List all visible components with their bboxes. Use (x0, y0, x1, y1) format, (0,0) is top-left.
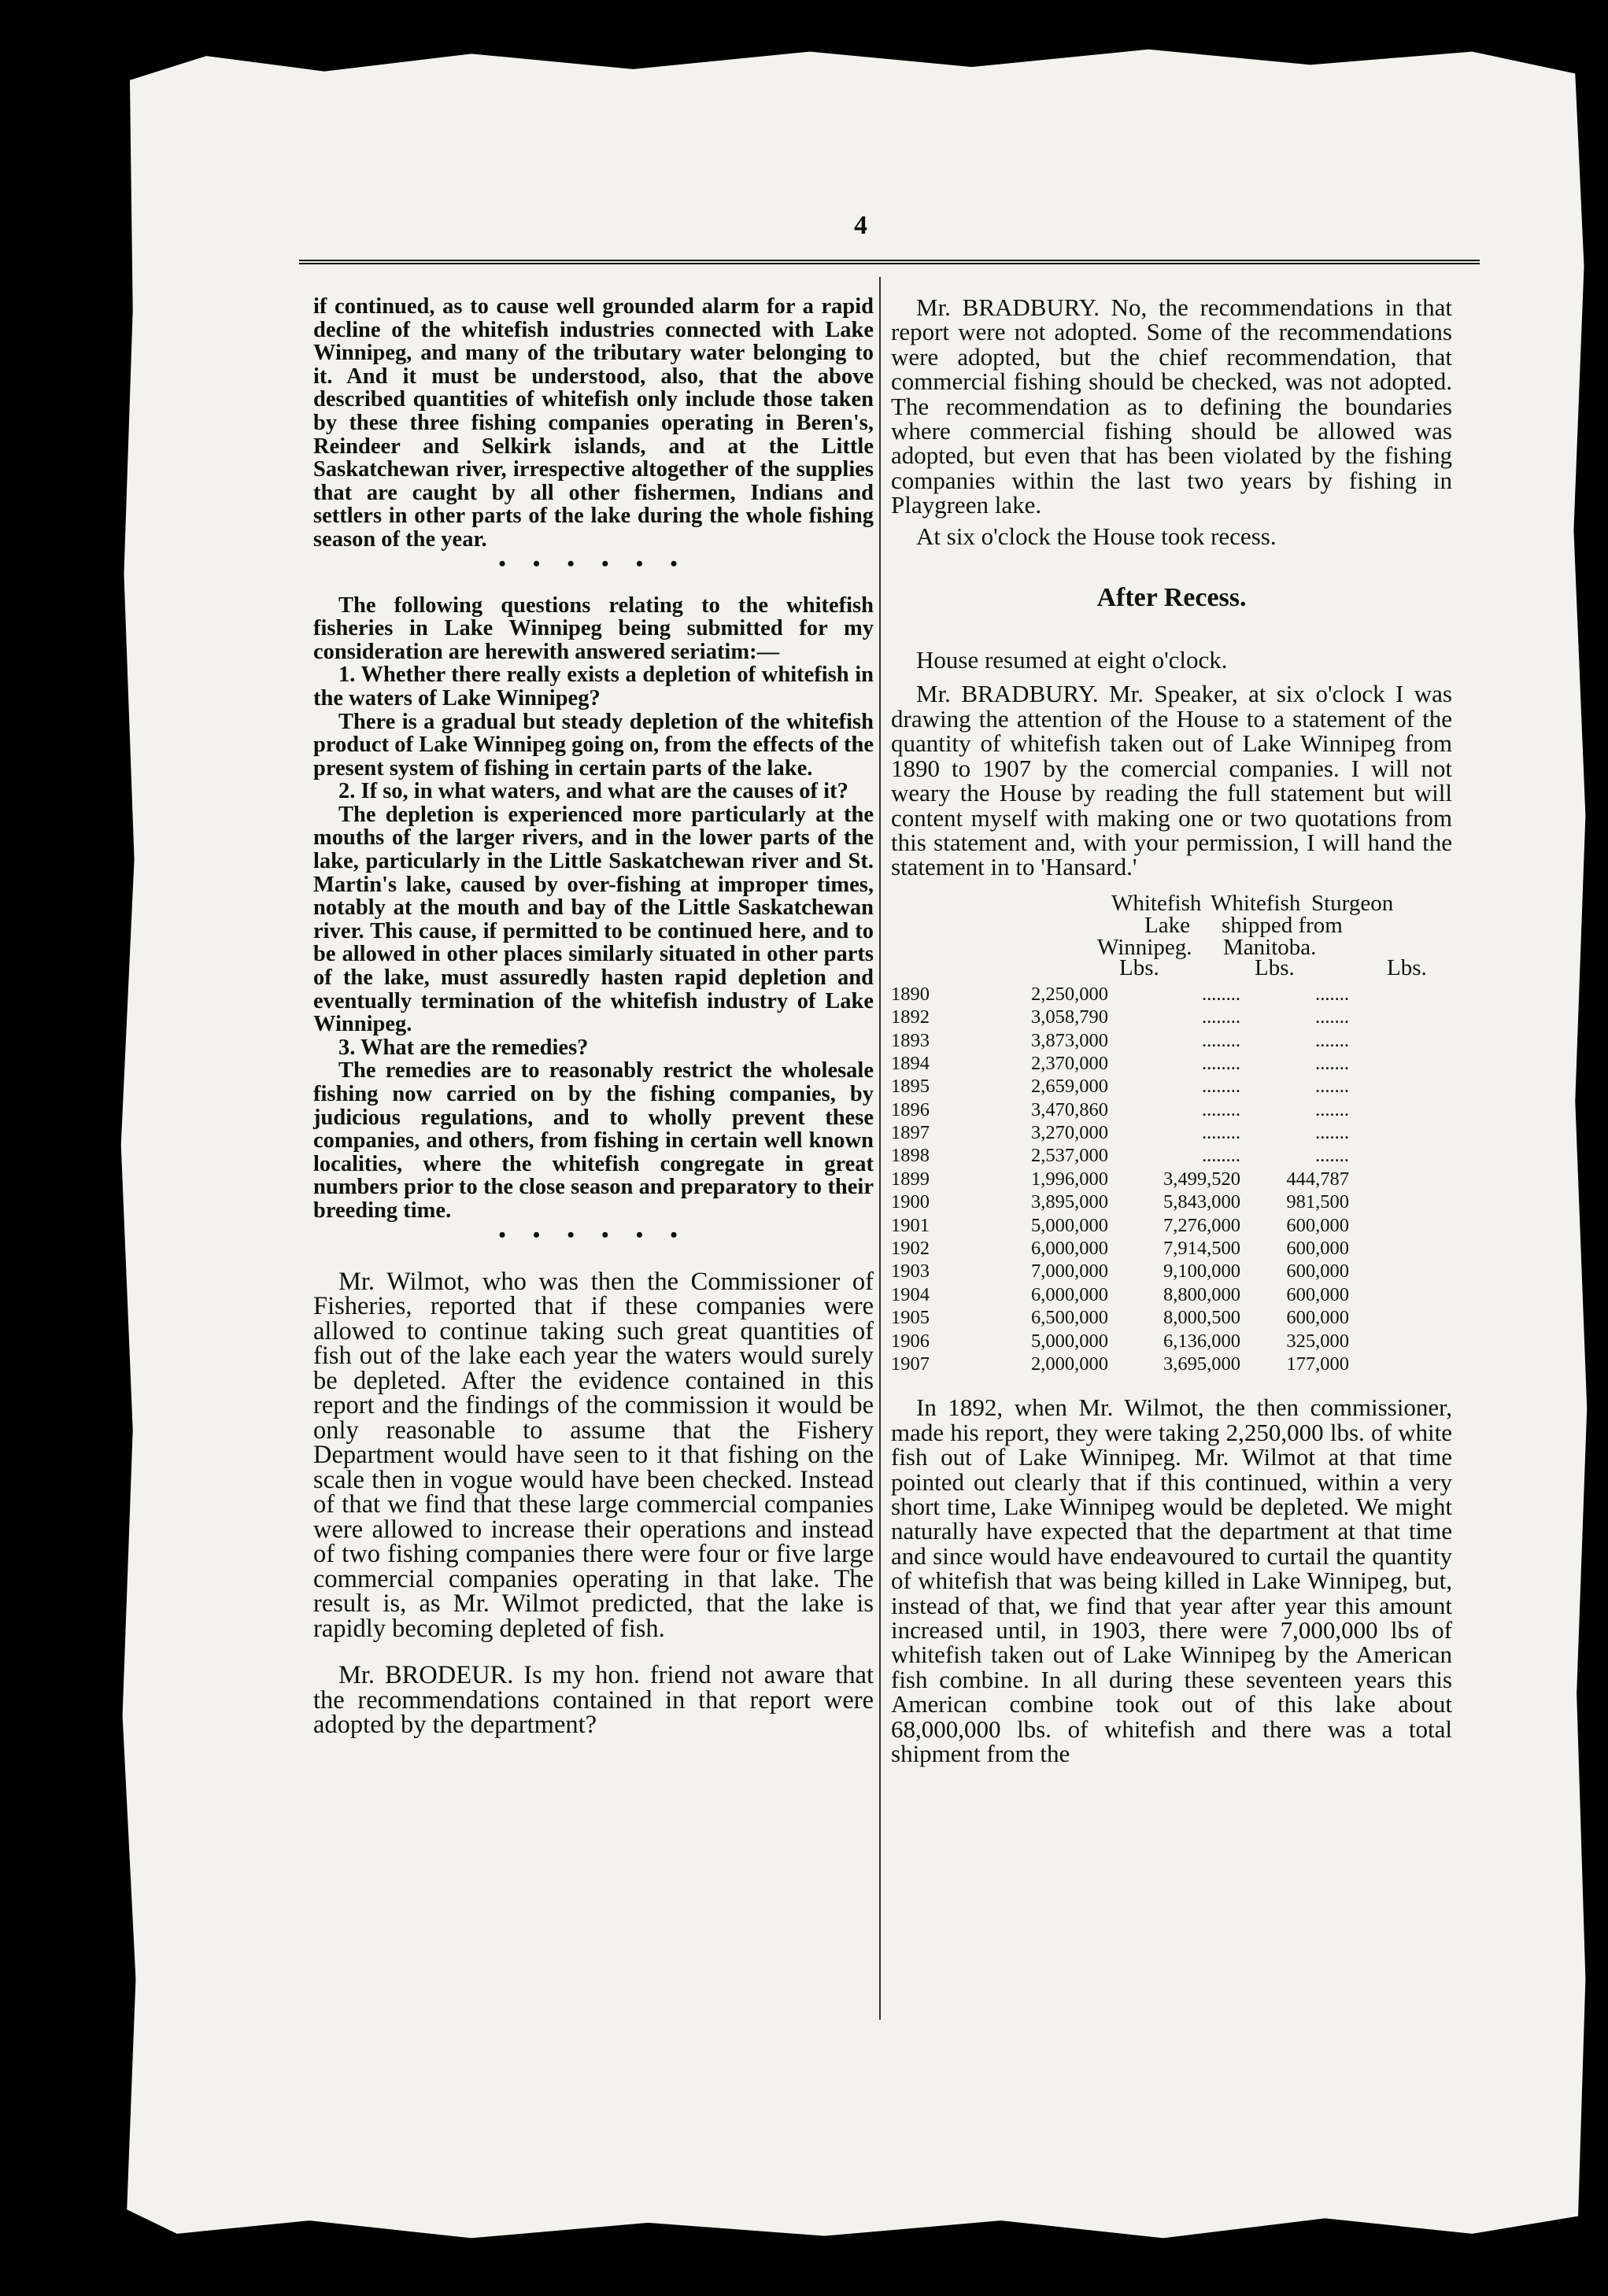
shipped-cell: 7,914,500 (1163, 1238, 1240, 1260)
paragraph: At six o'clock the House took recess. (916, 522, 1277, 550)
table-row (891, 1122, 1452, 1145)
shipped-cell: 3,695,000 (1163, 1353, 1240, 1375)
table-header (891, 892, 1452, 984)
year-cell: 1901 (891, 1214, 930, 1236)
year-cell: 1896 (891, 1098, 930, 1120)
table-row (891, 1030, 1452, 1053)
shipped-cell: ........ (1202, 1052, 1240, 1074)
table-row (891, 1076, 1452, 1098)
left-column (313, 295, 874, 1738)
table-row (891, 1006, 1452, 1029)
year-cell: 1900 (891, 1191, 930, 1213)
table-row (891, 1099, 1452, 1122)
lake-winnipeg-cell: 6,500,000 (1031, 1307, 1108, 1329)
table-row (891, 1284, 1452, 1307)
table-row (891, 1307, 1452, 1330)
shipped-cell: 9,100,000 (1163, 1261, 1240, 1283)
table-body (891, 984, 1452, 1377)
unit-label: Lbs. (1119, 954, 1159, 980)
column-header: Whitefish (1211, 890, 1301, 916)
year-cell: 1904 (891, 1283, 930, 1305)
lake-winnipeg-cell: 3,470,860 (1031, 1098, 1108, 1120)
table-row (891, 1191, 1452, 1214)
lake-winnipeg-cell: 1,996,000 (1031, 1168, 1108, 1190)
year-cell: 1902 (891, 1238, 930, 1260)
year-cell: 1897 (891, 1122, 930, 1144)
lake-winnipeg-cell: 3,058,790 (1031, 1006, 1108, 1028)
lake-winnipeg-cell: 7,000,000 (1031, 1261, 1108, 1283)
unit-label: Lbs. (1387, 954, 1427, 980)
shipped-cell: ........ (1202, 983, 1240, 1005)
lake-winnipeg-cell: 6,000,000 (1031, 1238, 1108, 1260)
paragraph: Mr. BRODEUR. Is my hon. friend not aware that the recommendations contained in that report were adopted by the department? (313, 1661, 874, 1740)
paragraph: The following questions relating to the whitefish fisheries in Lake Winnipeg being submitted for my consideration are herewith answered seriatim:— (313, 592, 874, 664)
year-cell: 1895 (891, 1076, 930, 1098)
sturgeon-cell: ....... (1315, 1006, 1349, 1028)
column-divider (879, 277, 881, 2020)
section-heading: After Recess. (1096, 583, 1247, 613)
sturgeon-cell: ....... (1315, 1145, 1349, 1167)
paragraph: In 1892, when Mr. Wilmot, the then commissioner, made his report, they were taking 2,250,000 lbs. of white fish out of Lake Winnipeg. Mr. Wilmot at that time pointed out clearly that if this continued, within a very short time, Lake Winnipeg would be depleted. We might naturally have expected that the department at that time and since would have endeavoured to curtail the quantity of whitefish that was being killed in Lake Winnipeg, but, instead of that, we find that year after year this amount increased until, in 1903, there were 7,000,000 lbs of whitefish taken out of Lake Winnipeg by the American fish combine. In all during these seventeen years this American combine took out of this lake about 68,000,000 lbs. of whitefish and there was a total shipment from the (891, 1393, 1452, 1768)
year-cell: 1899 (891, 1168, 930, 1190)
lake-winnipeg-cell: 5,000,000 (1031, 1330, 1108, 1352)
sturgeon-cell: 444,787 (1286, 1168, 1349, 1190)
table-row (891, 1261, 1452, 1283)
lake-winnipeg-cell: 2,370,000 (1031, 1052, 1108, 1074)
column-header: Whitefish (1111, 890, 1202, 916)
shipped-cell: 7,276,000 (1163, 1214, 1240, 1236)
shipped-cell: 6,136,000 (1163, 1330, 1240, 1352)
sturgeon-cell: ....... (1315, 1076, 1349, 1098)
answer: The depletion is experienced more particularly at the mouths of the larger rivers, and in the lower parts of the lake, particularly in the Little Saskatchewan river and St. Martin's lake, caused by over-fishing at improper times, notably at the mouth and bay of the Little Saskatchewan river. This cause, if permitted to be continued here, and to be allowed in other places similarly situated in other parts of the lake, must assuredly hasten rapid depletion and eventually termination of the whitefish industry of Lake Winnipeg. (313, 802, 874, 1037)
paragraph: Mr. Wilmot, who was then the Commissioner of Fisheries, reported that if these companies were allowed to continue taking such great quantities of fish out of the lake each year the waters would surely be depleted. After the evidence contained in this report and the findings of the commission it would be only reasonable to assume that the Fishery Department would have seen to it that fishing on the scale then in vogue would have been checked. Instead of that we find that these large commercial companies were allowed to increase their operations and instead of two fishing companies there were four or five large commercial companies operating in that lake. The result is, as Mr. Wilmot predicted, that the lake is rapidly becoming depleted of fish. (313, 1267, 874, 1643)
sturgeon-cell: 600,000 (1286, 1238, 1349, 1260)
whitefish-table (891, 892, 1452, 1377)
sturgeon-cell: ....... (1315, 1122, 1349, 1144)
table-row (891, 1053, 1452, 1076)
section-separator: • • • • • • (498, 552, 689, 575)
sturgeon-cell: 600,000 (1286, 1283, 1349, 1305)
shipped-cell: ........ (1202, 1029, 1240, 1051)
column-header: Manitoba. (1223, 934, 1317, 960)
paragraph: if continued, as to cause well grounded alarm for a rapid decline of the whitefish industries connected with Lake Winnipeg, and many of the tributary water belonging to it. And it must be understood, also, that the above described quantities of whitefish only include those taken by these three fishing companies operating in Beren's, Reindeer and Selkirk islands, and at the Little Saskatchewan river, irrespective altogether of the supplies that are caught by all other fishermen, Indians and settlers in other parts of the lake during the whole fishing season of the year. (313, 294, 874, 552)
table-row (891, 1353, 1452, 1376)
paragraph: Mr. BRADBURY. Mr. Speaker, at six o'clock I was drawing the attention of the House to a statement of the quantity of whitefish taken out of Lake Winnipeg from 1890 to 1907 by the comercial companies. I will not weary the House by reading the full statement but will content myself with making one or two quotations from this statement and, with your permission, I will hand the statement in to 'Hansard.' (891, 680, 1452, 881)
shipped-cell: 8,000,500 (1163, 1307, 1240, 1329)
shipped-cell: ........ (1202, 1122, 1240, 1144)
year-cell: 1906 (891, 1330, 930, 1352)
year-cell: 1894 (891, 1052, 930, 1074)
lake-winnipeg-cell: 3,895,000 (1031, 1191, 1108, 1213)
sturgeon-cell: 325,000 (1286, 1330, 1349, 1352)
right-column (891, 295, 1452, 1766)
sturgeon-cell: ....... (1315, 1052, 1349, 1074)
table-row (891, 1215, 1452, 1238)
lake-winnipeg-cell: 2,659,000 (1031, 1076, 1108, 1098)
sturgeon-cell: 600,000 (1286, 1261, 1349, 1283)
question: 2. If so, in what waters, and what are the causes of it? (338, 779, 848, 804)
table-row (891, 1168, 1452, 1191)
column-header: Sturgeon (1311, 890, 1394, 916)
year-cell: 1905 (891, 1307, 930, 1329)
table-row (891, 1331, 1452, 1353)
table-row (891, 1238, 1452, 1261)
lake-winnipeg-cell: 2,000,000 (1031, 1353, 1108, 1375)
shipped-cell: 3,499,520 (1163, 1168, 1240, 1190)
question: 1. Whether there really exists a depletion of whitefish in the waters of Lake Winnipeg? (313, 663, 874, 711)
year-cell: 1903 (891, 1261, 930, 1283)
shipped-cell: 5,843,000 (1163, 1191, 1240, 1213)
question: 3. What are the remedies? (338, 1035, 589, 1060)
top-rule (299, 260, 1480, 264)
year-cell: 1898 (891, 1145, 930, 1167)
sturgeon-cell: ....... (1315, 1029, 1349, 1051)
lake-winnipeg-cell: 2,250,000 (1031, 983, 1108, 1005)
column-header: Winnipeg. (1097, 934, 1192, 960)
shipped-cell: ........ (1202, 1076, 1240, 1098)
table-row (891, 984, 1452, 1006)
lake-winnipeg-cell: 2,537,000 (1031, 1145, 1108, 1167)
year-cell: 1890 (891, 983, 930, 1005)
paragraph: House resumed at eight o'clock. (916, 646, 1228, 674)
table-row (891, 1145, 1452, 1168)
paragraph: Mr. BRADBURY. No, the recommendations in that report were not adopted. Some of the recommendations were adopted, but the chief recommendation, that commercial fishing should be checked, was not adopted. The recommendation as to defining the boundaries where commercial fishing should be allowed was adopted, but even that has been violated by the fishing companies within the last two years by fishing in Playgreen lake. (891, 293, 1452, 519)
answer: There is a gradual but steady depletion of the whitefish product of Lake Winnipeg going on, from the effects of the present system of fishing in certain parts of the lake. (313, 709, 874, 781)
sturgeon-cell: 981,500 (1286, 1191, 1349, 1213)
lake-winnipeg-cell: 6,000,000 (1031, 1283, 1108, 1305)
sturgeon-cell: 177,000 (1286, 1353, 1349, 1375)
sturgeon-cell: 600,000 (1286, 1214, 1349, 1236)
year-cell: 1892 (891, 1006, 930, 1028)
shipped-cell: 8,800,000 (1163, 1283, 1240, 1305)
section-separator: • • • • • • (498, 1223, 689, 1246)
column-header: shipped from (1222, 912, 1343, 938)
page-number: 4 (854, 211, 867, 240)
sturgeon-cell: ....... (1315, 1098, 1349, 1120)
lake-winnipeg-cell: 3,270,000 (1031, 1122, 1108, 1144)
shipped-cell: ........ (1202, 1098, 1240, 1120)
unit-label: Lbs. (1255, 954, 1295, 980)
sturgeon-cell: 600,000 (1286, 1307, 1349, 1329)
sturgeon-cell: ....... (1315, 983, 1349, 1005)
answer: The remedies are to reasonably restrict the wholesale fishing now carried on by the fishing companies, by judicious regulations, and to wholly prevent these companies, and others, from fishing in certain well known localities, where the whitefish congregate in great numbers prior to the close season and preparatory to their breeding time. (313, 1058, 874, 1223)
lake-winnipeg-cell: 3,873,000 (1031, 1029, 1108, 1051)
year-cell: 1893 (891, 1029, 930, 1051)
year-cell: 1907 (891, 1353, 930, 1375)
shipped-cell: ........ (1202, 1145, 1240, 1167)
lake-winnipeg-cell: 5,000,000 (1031, 1214, 1108, 1236)
shipped-cell: ........ (1202, 1006, 1240, 1028)
column-header: Lake (1144, 912, 1190, 938)
